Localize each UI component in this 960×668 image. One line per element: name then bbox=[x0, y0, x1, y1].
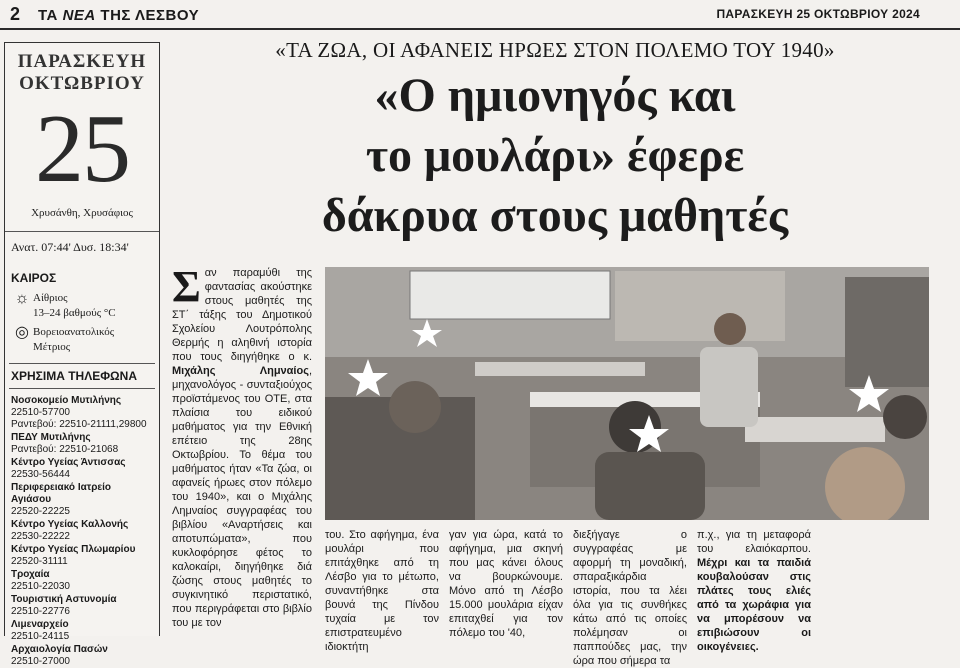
month-name: ΟΚΤΩΒΡΙΟΥ bbox=[19, 73, 145, 94]
article-overline: «ΤΑ ΖΩΑ, ΟΙ ΑΦΑΝΕΙΣ ΗΡΩΕΣ ΣΤΟΝ ΠΟΛΕΜΟ ΤΟΥ 1940» bbox=[275, 38, 835, 62]
phone-name: Λιμεναρχείο bbox=[11, 619, 69, 630]
article-column-3: γαν για ώρα, κατά το αφήγημα, μια σκηνή που μας κάνει όλους να βουρκώνουμε. Μόνο από τη Λέσβο 15.000 μουλάρια είχαν επιταχθεί για τον πόλεμο του '40, bbox=[449, 529, 563, 639]
phone-entry bbox=[11, 457, 153, 481]
column-1-text-cont: , μηχανολόγος - συνταξιούχος προϊστάμενος του ΟΤΕ, στα πλαίσια του ειδικού μαθήματος για την Εθνική επέτειο της 28ης Οκτωβρίου. Το θέμα του μαθήματος ήταν «Τα ζώα, οι αφανείς ήρωες στον πόλεμο του 1940», και ο Μιχάλης Λημναίος συγγραφέας του βιβλίου «Αναρτήσεις και αποτυπώματα», που κυκλοφόρησε φέτος το καλοκαίρι, διηγήθηκε διά ζώσης στους μαθητές το συγκινητικό περιστατικό, που περιγράφεται στο βιβλίο του με τον bbox=[172, 365, 312, 629]
phone-name: Κέντρο Υγείας Καλλονής bbox=[11, 519, 129, 530]
sun-times: Ανατ. 07:44' Δυσ. 18:34' bbox=[5, 231, 159, 255]
phone-number: 22510-27000 bbox=[11, 656, 70, 667]
page-number: 2 bbox=[10, 4, 21, 24]
day-number: 25 bbox=[35, 95, 129, 203]
column-5-text: π.χ., για τη μεταφορά του ελαιόκαρπου. bbox=[697, 529, 811, 555]
name-days: Χρυσάνθη, Χρυσάφιος bbox=[31, 207, 133, 219]
wind-icon: ◎ bbox=[15, 324, 29, 341]
weather-wind bbox=[11, 325, 153, 355]
phone-number: 22520-22225 bbox=[11, 506, 70, 517]
issue-date: ΠΑΡΑΣΚΕΥΗ 25 ΟΚΤΩΒΡΙΟΥ 2024 bbox=[716, 7, 920, 21]
phone-number: 22530-56444 bbox=[11, 469, 70, 480]
weather-sun-text: Αίθριος 13–24 βαθμούς °C bbox=[33, 292, 116, 319]
article-column-4: διεξήγαγε ο συγγραφέας με αφορμή τη μοναδική, σπαραξικάρδια ιστορία, που τα λέει όλα για τις συνθήκες κάτω από τις οποίες πολέμησαν οι παππούδες μας, την ώρα που σήμερα τα bbox=[573, 529, 687, 667]
column-5-bold-text: Μέχρι και τα παιδιά κουβαλούσαν στις πλάτες τους ελιές από τα χωράφια για να μπορέσουν να επιβιώσουν οι οικογένειες. bbox=[697, 557, 811, 653]
phone-entry bbox=[11, 432, 153, 456]
sidebar bbox=[4, 42, 160, 667]
classroom-photo-illustration bbox=[325, 267, 929, 520]
article-bottom-columns bbox=[325, 528, 933, 667]
newspaper-name bbox=[38, 7, 199, 24]
article-column-5 bbox=[697, 528, 811, 653]
drop-cap: Σ bbox=[172, 262, 201, 311]
phone-name: Περιφερειακό Ιατρείο Αγιάσου bbox=[11, 482, 112, 505]
weather-title: ΚΑΙΡΟΣ bbox=[11, 271, 57, 285]
phone-entry bbox=[11, 544, 153, 568]
phone-name: Κέντρο Υγείας Πλωμαρίου bbox=[11, 544, 136, 555]
phone-number: 22510-24115 bbox=[11, 631, 70, 642]
paper-name-prefix: ΤΑ bbox=[38, 7, 58, 24]
author-name: Μιχάλης Λημναίος bbox=[172, 365, 309, 377]
phone-entry bbox=[11, 395, 153, 431]
phone-name: Τροχαία bbox=[11, 569, 50, 580]
article-column-1 bbox=[172, 262, 312, 630]
classroom-photo bbox=[325, 267, 929, 520]
phone-name: Αρχαιολογία Πασών bbox=[11, 644, 108, 655]
paper-name-suffix: ΤΗΣ ΛΕΣΒΟΥ bbox=[100, 7, 200, 24]
article-column-2: του. Στο αφήγημα, ένα μουλάρι που επιτάχθηκε από τη Λέσβο για το μέτωπο, συναντήθηκε στα βουνά της Πίνδου τυχαία με τον επιστρατευμένο ιδιοκτήτη bbox=[325, 529, 439, 653]
phone-entry bbox=[11, 594, 153, 618]
phone-entry bbox=[11, 569, 153, 593]
article-headline bbox=[180, 66, 930, 246]
phone-entry bbox=[11, 482, 153, 518]
phone-entry bbox=[11, 644, 153, 668]
day-name: ΠΑΡΑΣΚΕΥΗ bbox=[17, 51, 147, 72]
page-header bbox=[0, 0, 960, 30]
phone-name: ΠΕΔΥ Μυτιλήνης bbox=[11, 432, 91, 443]
phone-number: Ραντεβού: 22510-21068 bbox=[11, 444, 119, 455]
headline-line-2: το μουλάρι» έφερε bbox=[365, 129, 745, 182]
headline-line-3: δάκρυα στους μαθητές bbox=[321, 189, 789, 242]
phone-name: Νοσοκομείο Μυτιλήνης bbox=[11, 395, 122, 406]
phone-number: 22510-22030 bbox=[11, 581, 70, 592]
phone-number: 22530-22222 bbox=[11, 531, 70, 542]
phones-title: ΧΡΗΣΙΜΑ ΤΗΛΕΦΩΝΑ bbox=[9, 363, 155, 389]
phone-list bbox=[5, 395, 159, 668]
sun-icon: ☼ bbox=[14, 290, 30, 307]
paper-name-main: ΝΕΑ bbox=[62, 7, 96, 24]
weather-sun bbox=[11, 291, 153, 321]
headline-line-1: «Ο ημιονηγός και bbox=[374, 69, 736, 122]
phone-entry bbox=[11, 519, 153, 543]
phone-name: Τουριστική Αστυνομία bbox=[11, 594, 117, 605]
phone-number: 22510-22776 bbox=[11, 606, 70, 617]
phone-number: 22510-57700 Ραντεβού: 22510-21111,29800 bbox=[11, 407, 147, 430]
phone-name: Κέντρο Υγείας Άντισσας bbox=[11, 457, 126, 468]
weather-wind-text: Βορειοανατολικός Μέτριος bbox=[33, 326, 115, 353]
column-1-text: αν παραμύθι της φαντασίας ακούστηκε στους μαθητές της ΣΤ΄ τάξης του Δημοτικού Σχολείου Λουτρόπολης Θερμής η αληθινή ιστορία που τους διηγήθηκε ο κ. bbox=[172, 267, 312, 363]
phone-number: 22520-31111 bbox=[11, 556, 68, 567]
phone-entry bbox=[11, 619, 153, 643]
